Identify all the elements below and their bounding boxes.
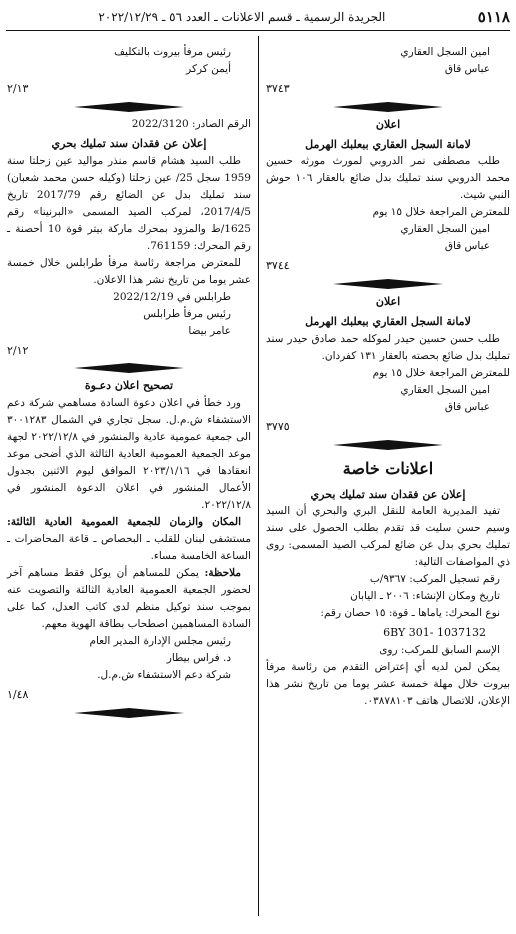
note-text: يمكن للمساهم أن يوكل فقط مساهم آخر لحضور الجمعية العمومية العادية الثالثة والتصويت عنه بموجب سند توكيل منظم لدى كاتب العدل، كما على السادة المساهمين اصطحاب بطاقة الهوية معهم. [7, 567, 251, 631]
notice-number: ٣٧٤٣ [266, 82, 290, 95]
reference-number: الرقم الصادر: 2022/3120 [131, 117, 251, 130]
notice-number: ٢/١٣ [7, 82, 29, 95]
notice-title: لامانة السجل العقاري ببعلبك الهرمل [305, 315, 471, 329]
signature-name: عباس قاق [444, 400, 490, 413]
separator-ornament [74, 363, 184, 373]
notice-body: ورد خطأ في اعلان دعوة السادة مساهمي شركة دعم الاستشفاء ش.م.ل. سجل تجاري في الشمال ٣٠٠١٢٨٣ الى جمعية عمومية عادية والمنشور في ٢٠٢٢/١٢/٨ لجهة موعد الجمعية العمومية العادية الثالثة الذي أضحى موعد انعقادها في ٢٠٢٣/١/١٦ الموافق ليوم الاثنين بجدول الأعمال المنشور في اعلان الدعوة المنشور في ٢٠٢٢/١٢/٨. [7, 397, 251, 512]
signature-name: عباس قاق [444, 240, 490, 253]
signature-name: د. فراس بيطار [166, 652, 231, 665]
signature-title: امين السجل العقاري [400, 383, 490, 396]
notice-body: طلب حسن حسين حيدر لموكله حمد صادق حيدر سند تمليك بدل ضائع بحصته بالعقار ١٣١ كفردان. [266, 332, 510, 362]
column-divider [258, 36, 259, 916]
notice-number: ٢/١٢ [7, 343, 29, 357]
notice-title: إعلان عن فقدان سند تمليك بحري [310, 487, 466, 501]
notice-deadline: للمعترض المراجعة خلال ١٥ يوم [372, 366, 510, 379]
notice-label: اعلان [375, 117, 401, 131]
spec-registration: رقم تسجيل المركب: ٩٣٦٧/ب [369, 573, 500, 586]
spec-engine: نوع المحرك: ياماها ـ قوة: ١٥ حصان رقم: [320, 607, 500, 620]
meeting-place [7, 514, 251, 565]
meeting-place-text: مستشفى لبنان للقلب ـ البحصاص ـ قاعة المحاضرات ـ الساعة الخامسة مساء. [7, 533, 251, 563]
gazette-title: الجريدة الرسمية ـ قسم الاعلانات ـ العدد ٥٦ ـ ٢٠٢٢/١٢/٢٩ [98, 10, 386, 24]
notice-number: ٣٧٧٥ [266, 419, 290, 433]
notice-closing: يمكن لمن لديه أي إعتراض التقدم من رئاسة مرفأ بيروت خلال مهلة خمسة عشر يوما من تاريخ نشر هذا الإعلان، للاتصال هاتف ٠٣٨٧٨١٠٣. [266, 661, 510, 708]
separator-ornament [74, 102, 184, 112]
notice-title: لامانة السجل العقاري ببعلبك الهرمل [305, 137, 471, 151]
separator-ornament [333, 279, 443, 289]
notice-title: إعلان عن فقدان سند تمليك بحري [51, 136, 207, 150]
page-number: ٥١١٨ [477, 8, 510, 26]
separator-ornament [74, 708, 184, 718]
notice-number: ١/٤٨ [7, 688, 29, 702]
signature-title: رئيس مرفأ بيروت بالتكليف [114, 46, 231, 58]
signature-name: عباس قاق [444, 63, 490, 75]
notice-body: تفيد المديرية العامة للنقل البري والبحري أن السيد وسيم حسن سليت قد تقدم بطلب الحصول على سند تمليك بحري بدل عن ضائع لمركب الصيد المسمى: روى ذي المواصفات التالية: [266, 505, 510, 569]
signature-name: أيمن كركر [186, 63, 231, 75]
separator-ornament [333, 440, 443, 450]
signature-title: رئيس مجلس الإدارة المدير العام [89, 635, 231, 648]
notice-body: طلب مصطفى نمر الدروبي لمورث مورثه حسين محمد الدروبي سند تمليك بدل ضائع بالعقار ١٠٦ حوش النبي شيث. [266, 155, 510, 202]
spec-made: تاريخ ومكان الإنشاء: ٢٠٠٦ ـ اليابان [350, 590, 500, 603]
spec-engine-number: 6BY 301- 1037132 [383, 626, 486, 640]
note-label: ملاحظة: [204, 567, 241, 580]
note [7, 565, 251, 633]
notice-title: تصحيح اعلان دعـوة [84, 379, 174, 393]
spec-previous-name: الإسم السابق للمركب: روى [379, 644, 500, 657]
signature-title: امين السجل العقاري [400, 223, 490, 236]
section-heading: اعلانات خاصة [342, 458, 434, 478]
right-column [266, 44, 510, 710]
signature-name: عامر بيضا [188, 324, 231, 337]
company-name: شركة دعم الاستشفاء ش.م.ل. [97, 669, 231, 682]
notice-number: ٣٧٤٤ [266, 259, 290, 273]
notice-deadline: للمعترض المراجعة خلال ١٥ يوم [372, 206, 510, 219]
signature-title: رئيس مرفأ طرابلس [143, 307, 231, 320]
separator-ornament [333, 102, 443, 112]
notice-closing: للمعترض مراجعة رئاسة مرفأ طرابلس خلال خمسة عشر يوما من تاريخ نشر هذا الاعلان. [7, 256, 251, 286]
left-column [7, 44, 251, 722]
notice-date: طرابلس في 2022/12/19 [113, 290, 231, 303]
signature-title: امين السجل العقاري [400, 46, 490, 58]
header-rule [6, 30, 510, 31]
meeting-place-label: المكان والزمان للجمعية العمومية العادية الثالثة: [7, 516, 241, 529]
page-header [6, 6, 510, 28]
notice-body: طلب السيد هشام قاسم منذر مواليد عين زحلتا سنة 1959 سجل 25/ عين زحلتا (وكيله حسن محمد شعبان) سند تمليك بدل عن الضائع رقم 2017/79 تاريخ 2017/4/5، لمركب الصيد المسمى «البرنينا» رقم 1625/ط والمزود بمحرك ماركة بيتر قوة 10 أحصنة ـ رقم المحرك: 761159. [7, 154, 251, 252]
notice-label: اعلان [375, 295, 401, 309]
